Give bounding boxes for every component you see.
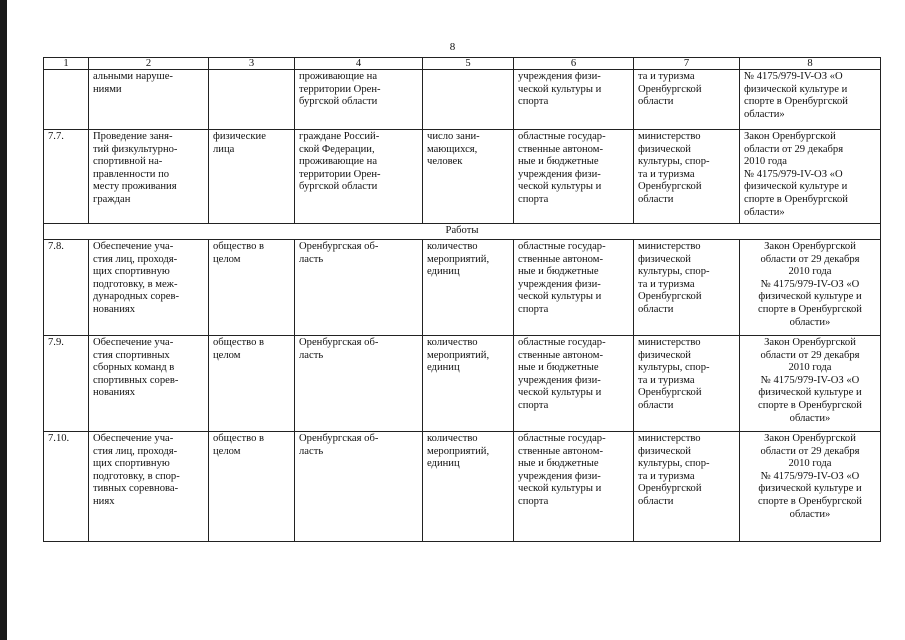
provider-cell: областные государ- ственные автоном- ные и бюджетные учреждения физи- ческой культуры и спорта xyxy=(514,432,634,542)
volume-indicator-cell: количество мероприятий, единиц xyxy=(423,432,514,542)
table-row-7-10 xyxy=(44,432,881,542)
column-number-row xyxy=(44,58,881,70)
column-number-cell: 4 xyxy=(295,58,423,70)
section-row xyxy=(44,224,881,240)
service-name-cell: альными наруше- ниями xyxy=(89,70,209,130)
volume-indicator-cell xyxy=(423,70,514,130)
scan-left-edge xyxy=(0,0,7,640)
item-number-cell: 7.9. xyxy=(44,336,89,432)
authority-cell: министерство физической культуры, спор- та и туризма Оренбургской области xyxy=(634,130,740,224)
item-number-cell: 7.7. xyxy=(44,130,89,224)
volume-indicator-cell: количество мероприятий, единиц xyxy=(423,336,514,432)
table-row-7-9 xyxy=(44,336,881,432)
column-number-cell: 5 xyxy=(423,58,514,70)
legal-basis-cell: Закон Оренбургской области от 29 декабря 2010 года № 4175/979-IV-ОЗ «О физической культуре и спорте в Оренбургской области» xyxy=(740,336,881,432)
consumer-category-cell: физические лица xyxy=(209,130,295,224)
consumer-detail-cell: граждане Россий- ской Федерации, проживающие на территории Орен- бургской области xyxy=(295,130,423,224)
provider-cell: областные государ- ственные автоном- ные и бюджетные учреждения физи- ческой культуры и спорта xyxy=(514,130,634,224)
authority-cell: министерство физической культуры, спор- та и туризма Оренбургской области xyxy=(634,336,740,432)
table-row-7-8 xyxy=(44,240,881,336)
section-title-works: Работы xyxy=(44,224,881,240)
consumer-category-cell: общество в целом xyxy=(209,336,295,432)
legal-basis-cell: Закон Оренбургской области от 29 декабря 2010 года № 4175/979-IV-ОЗ «О физической культуре и спорте в Оренбургской области» xyxy=(740,432,881,542)
services-table xyxy=(43,57,881,542)
volume-indicator-cell: число зани- мающихся, человек xyxy=(423,130,514,224)
column-number-cell: 6 xyxy=(514,58,634,70)
consumer-detail-cell: Оренбургская об- ласть xyxy=(295,432,423,542)
authority-cell: та и туризма Оренбургской области xyxy=(634,70,740,130)
authority-cell: министерство физической культуры, спор- та и туризма Оренбургской области xyxy=(634,432,740,542)
table-row-7-7 xyxy=(44,130,881,224)
column-number-cell: 3 xyxy=(209,58,295,70)
consumer-category-cell: общество в целом xyxy=(209,432,295,542)
consumer-category-cell xyxy=(209,70,295,130)
consumer-category-cell: общество в целом xyxy=(209,240,295,336)
provider-cell: областные государ- ственные автоном- ные и бюджетные учреждения физи- ческой культуры и спорта xyxy=(514,240,634,336)
authority-cell: министерство физической культуры, спор- та и туризма Оренбургской области xyxy=(634,240,740,336)
column-number-cell: 7 xyxy=(634,58,740,70)
provider-cell: учреждения физи- ческой культуры и спорта xyxy=(514,70,634,130)
consumer-detail-cell: Оренбургская об- ласть xyxy=(295,240,423,336)
consumer-detail-cell: Оренбургская об- ласть xyxy=(295,336,423,432)
service-name-cell: Проведение заня- тий физкультурно- спортивной на- правленности по месту проживания граждан xyxy=(89,130,209,224)
legal-basis-cell: № 4175/979-IV-ОЗ «О физической культуре и спорте в Оренбургской области» xyxy=(740,70,881,130)
table-row-continuation xyxy=(44,70,881,130)
page-number: 8 xyxy=(449,41,456,53)
item-number-cell: 7.10. xyxy=(44,432,89,542)
column-number-cell: 2 xyxy=(89,58,209,70)
legal-basis-cell: Закон Оренбургской области от 29 декабря 2010 года № 4175/979-IV-ОЗ «О физической культуре и спорте в Оренбургской области» xyxy=(740,130,881,224)
consumer-detail-cell: проживающие на территории Орен- бургской области xyxy=(295,70,423,130)
item-number-cell: 7.8. xyxy=(44,240,89,336)
volume-indicator-cell: количество мероприятий, единиц xyxy=(423,240,514,336)
column-number-cell: 1 xyxy=(44,58,89,70)
service-name-cell: Обеспечение уча- стия лиц, проходя- щих спортивную подготовку, в меж- дународных сорев- нованиях xyxy=(89,240,209,336)
legal-basis-cell: Закон Оренбургской области от 29 декабря 2010 года № 4175/979-IV-ОЗ «О физической культуре и спорте в Оренбургской области» xyxy=(740,240,881,336)
service-name-cell: Обеспечение уча- стия спортивных сборных команд в спортивных сорев- нованиях xyxy=(89,336,209,432)
service-name-cell: Обеспечение уча- стия лиц, проходя- щих спортивную подготовку, в спор- тивных соревнова- ниях xyxy=(89,432,209,542)
column-number-cell: 8 xyxy=(740,58,881,70)
provider-cell: областные государ- ственные автоном- ные и бюджетные учреждения физи- ческой культуры и спорта xyxy=(514,336,634,432)
item-number-cell xyxy=(44,70,89,130)
